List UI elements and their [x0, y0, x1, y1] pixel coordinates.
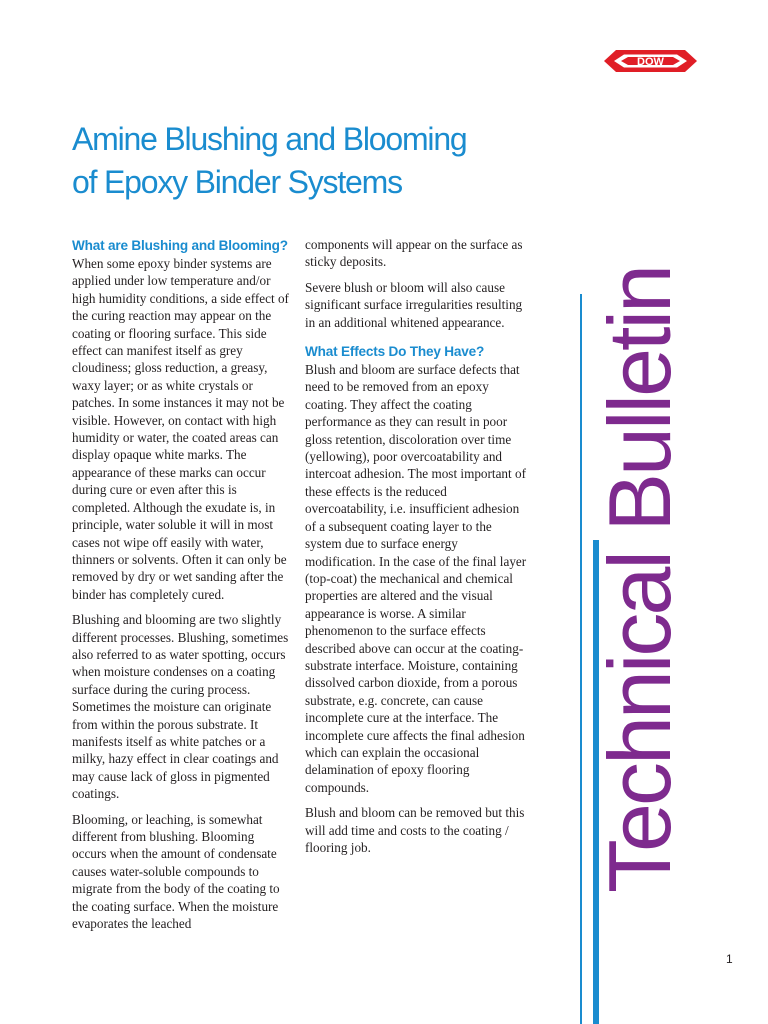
section-heading-blushing: What are Blushing and Blooming? — [72, 238, 288, 253]
paragraph: Blush and bloom can be removed but this will add time and costs to the coating / flooring job. — [305, 805, 525, 855]
paragraph: components will appear on the surface as sticky deposits. — [305, 237, 523, 270]
column-middle — [305, 236, 527, 864]
paragraph: Blushing and blooming are two slightly different processes. Blushing, sometimes also referred to as water spotting, occurs when moisture condenses on a coating surface during the curing process. Sometimes the moisture can originate from within the porous substrate. It manifests itself as white patches or a milky, hazy effect in clear coatings and may cause lack of gloss in pigmented coatings. — [72, 612, 289, 802]
paragraph: Blush and bloom are surface defects that need to be removed from an epoxy coating. They affect the coating performance as they can result in poor gloss retention, discoloration over time (yellowing), poor overcoatability and intercoat adhesion. The most important of these effects is the reduced overcoatability, i.e. insufficient adhesion of a subsequent coating layer to the system due to surface energy modification. In the case of the final layer (top-coat) the mechanical and chemical properties are altered and the visual appearance is worse. A similar phenomenon to the surface effects described above can occur at the coating-substrate interface. Moisture, containing dissolved carbon dioxide, from a porous substrate, e.g. concrete, can cause incomplete cure at the interface. The incomplete cure affects the final adhesion which can explain the occasional delamination of epoxy flooring compounds. — [305, 362, 527, 795]
paragraph: Severe blush or bloom will also cause significant surface irregularities resulting in an additional whitened appearance. — [305, 279, 523, 330]
paragraph: When some epoxy binder systems are applied under low temperature and/or high humidity conditions, a side effect of the curing reaction may appear on the coating or flooring surface. This side effect can manifest itself as grey cloudiness; gloss reduction, a greasy, waxy layer; or as white crystals or patches. In some instances it may not be visible. However, on contact with high humidity or water, the coated areas can display opaque white marks. The appearance of these marks can occur during cure or even after this is completed. Although the exudate is, in principle, water soluble it will in most cases not wipe off easily with water, thinners or solvents. Often it can only be removed by dry or wet sanding after the binder has completely cured. — [72, 256, 289, 602]
column-left — [72, 237, 290, 940]
paragraph: Blooming, or leaching, is somewhat different from blushing. Blooming occurs when the amount of condensate causes water-soluble compounds to migrate from the body of the coating to the coating surface. When the moisture evaporates the leached — [72, 811, 280, 932]
title-line-2: of Epoxy Binder Systems — [72, 164, 402, 200]
dow-logo-text: DOW — [637, 55, 664, 68]
dow-logo — [604, 45, 697, 77]
divider-line-thin — [580, 294, 582, 1024]
document-title — [72, 118, 467, 204]
page-number: 1 — [726, 952, 733, 966]
title-line-1: Amine Blushing and Blooming — [72, 121, 467, 157]
technical-bulletin-text: Technical Bulletin — [590, 267, 689, 893]
section-heading-effects: What Effects Do They Have? — [305, 344, 485, 360]
